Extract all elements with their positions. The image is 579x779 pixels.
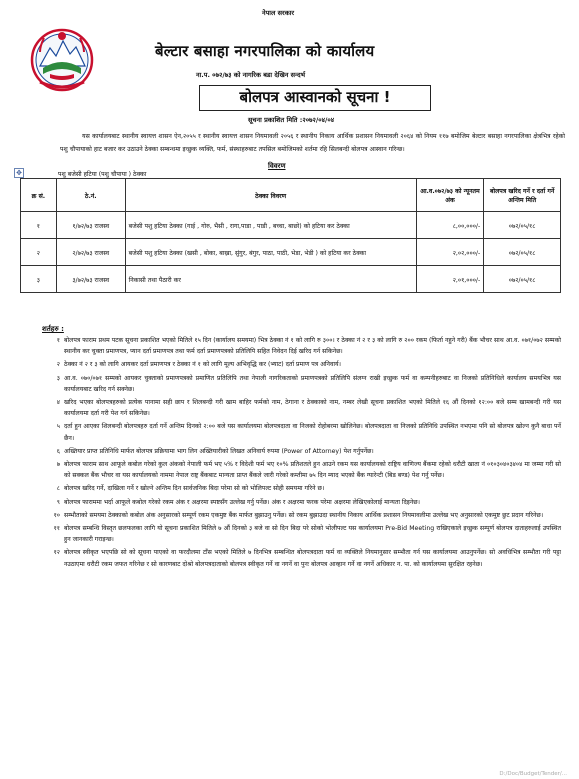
table-move-handle-icon[interactable]: ✥: [14, 168, 24, 178]
office-title: बेल्टार बसाहा नगरपालिका को कार्यालय: [155, 42, 375, 60]
condition-text: बोलपत्र स्वीकृत भएपछि सो को सूचना पाएको वा फरदौलमा टाँस भएको मितिले ७ दिनभित्र सम्बन्धित बोलपत्रदाता फर्म वा व्यक्तिले नियमानुसार सम्भौता गर्न यस कार्यालयमा आउनुपर्नेछ। सो अवधिभित्र सम्भौता गरी पट्टा नउठाएमा धरौटी रकम जफत गरिनेछ र सो कारणबाट दोश्रो बोलपत्रदाताको बोलपत्र स्वीकृत गर्ने वा नगर्ने वा पुनः बोलपत्र आव्हान गर्ने वा नगर्ने अधिकार न. पा. को कार्यालयमा सुरक्षित रहनेछ।: [64, 549, 561, 568]
condition-text: बोलपत्र सम्बन्धि विस्तृत छलफलका लागि यो सूचना प्रकाशित मितिले ७ औं दिनको ३ बजे वा सो दिन बिदा परे सोको भोलीपल्ट यस कार्यालयमा Pre-Bid Meeting राखिएकाले इच्छुक सम्पूर्ण बोलपत्र दाताहरुलाई उपस्थित हुन जानकारी गराइन्छ।: [64, 525, 561, 544]
header-description: ठेक्का विवरण: [125, 179, 416, 212]
condition-number: ७: [56, 461, 60, 469]
nepal-emblem-icon: [30, 26, 94, 92]
footer-file-path: D:/Doc/Budget/Tender/...: [499, 771, 567, 777]
publication-date: सूचना प्रकाशित मिति :२०७२/०४/०४: [248, 116, 335, 124]
condition-number: ६: [56, 447, 60, 455]
condition-text: आ.व. ०७०/०७१ सम्मको आयकर चुक्ताको प्रमाणपत्रको प्रमाणित प्रतिलिपि तथा नेपाली नागरिकताको प्रमाणपत्रको प्रतिलिपि संलग्न राखी इच्छुक फर्म वा कम्पनीहरुबाट वा निजको प्रतिनिधिले कार्यालय समयभित्र यस कार्यालयबाट खरिद गर्न सक्नेछ।: [64, 374, 561, 393]
cell-date: ०७२/०५/१८: [484, 266, 561, 293]
condition-item: [46, 497, 561, 508]
condition-text: ठेक्का नं २ र ३ को लागि आयकर दर्ता प्रमाणपत्र र ठेक्का नं १ को लागि मूल्य अभिवृद्धि कर (भ्याट) दर्ता प्रमाण पत्र अनिवार्य।: [64, 361, 341, 369]
cell-contract-no: १/७२/७३ राजस्व: [56, 212, 125, 239]
government-label: नेपाल सरकार: [262, 9, 295, 17]
cell-description: निकासी तथा पैठारी कर: [125, 266, 416, 293]
table-row: [21, 212, 561, 239]
cell-sn: २: [21, 239, 57, 266]
condition-text: बोलपत्र फाराममा भर्दा आफूले कबोल गरेको रकम अंक र अक्षरमा स्पष्टसँग उल्लेख गर्नु पर्नेछ। अंक र अक्षरमा फरक परेमा अक्षरमा लेखिएकोलाई मान्यता दिइनेछ।: [64, 498, 420, 506]
notice-title: बोलपत्र आस्वानको सूचना !: [199, 85, 431, 111]
cell-cost: २,०१,०००/-: [416, 266, 484, 293]
table-row: [21, 239, 561, 266]
conditions-heading: शर्तहरु :: [42, 325, 64, 333]
condition-item: [46, 373, 561, 395]
cell-sn: १: [21, 212, 57, 239]
intro-paragraph: यस कार्यालयबाट स्थानीय स्वायत्त शासन ऐन,२०५५ र स्थानीय स्वायत्त शासन नियमावली २०५६ र स्थानीय निकाय आर्थिक प्रशासन नियमावली २०६४ को नियम ११७ बमोजिम बेल्टार बसाहा नगरपालिका क्षेत्रभित्र रहेको पशु चौपायाको हाट बजार कर उठाउने ठेक्का सम्बन्धमा इच्छुक व्यक्ति, फर्म, संस्थाहरुबाट तपसिल बमोजिमको शर्तमा रहि सिलबन्दी बोलपत्र आस्वान गरिन्छ।: [60, 133, 565, 154]
header-sn: क्र सं.: [21, 179, 57, 212]
condition-text: सम्भौताको समयमा ठेक्काको कबोल अंक अनुसारको सम्पूर्ण रकम एकमुष्ट बैंक मार्फत बुझाउनु पर्नेछ। सो रकम बुझाउदा स्थानीय निकाय आर्थिक प्रशासन नियमावलीमा उल्लेख भए अनुसारको एकमुष्ट छुट प्रदान गरिनेछ।: [64, 511, 544, 519]
header-cost: आ.व.०७२/७३ को न्यूनतम अंक: [416, 179, 484, 212]
cell-contract-no: २/७२/७३ राजस्व: [56, 239, 125, 266]
condition-number: ४: [56, 399, 60, 407]
office-subtitle: ना.प. ०७२/७३ को नागरिक बडा देखिन सन्दर्भ: [196, 71, 306, 79]
condition-number: ३: [56, 374, 60, 382]
condition-number: ११: [53, 525, 60, 533]
condition-item: [46, 359, 561, 370]
table-header-row: [21, 179, 561, 212]
condition-text: खरिद भएका बोलपत्रहरुको प्रत्येक पानामा सही छाप र शिलबन्दी गरी खाम बाहिर फर्मको नाम, ठेगाना र ठेक्काको नाम, नम्बर लेखी सूचना प्रकाशित भएको मितिले १६ औं दिनको १२:०० बजे सम्म खामबन्दी गरी यस कार्यालयमा दर्ता गरी पेश गर्न सकिनेछ।: [64, 399, 561, 418]
conditions-list: [46, 335, 561, 572]
cell-date: ०७२/०५/१८: [484, 212, 561, 239]
condition-item: [46, 547, 561, 569]
condition-text: बोलपत्र फाराम प्रथम पटक सूचना प्रकाशित भएको मितिले १५ दिन (कार्यालय समयमा) भित्र ठेक्का नं १ को लागि रु ३००। र ठेक्का नं २ र ३ को लागि रु २०० रकम (फिर्ता नहुने गरी) बैंक भौचर साथ आ.व. ०७१/०७२ सम्मको स्थानीय कर चुक्ता प्रमाणपत्र, प्यान दर्ता प्रमाणपत्र तथा फर्म दर्ता प्रमाणपत्रको प्रतिलिपि सहित निवेदन दिई खरिद गर्न सकिनेछ।: [64, 337, 561, 356]
condition-number: ८: [56, 485, 60, 493]
condition-text: दर्ता हुन आएका शिलबन्दी बोलपत्रहरु दर्ता गर्ने अन्तिम दिनको २:०० बजे यस कार्यालयमा बोलपत्रदाता वा निजको रोहोबरमा खोलिनेछ। बोलपत्रदाता वा निजको प्रतिनिधि उपस्थित नभएमा पनि सो बोलपत्र खोल्न कुनै बाधा पर्ने छैन।: [64, 423, 561, 442]
header-contract-no: ठे.नं.: [56, 179, 125, 212]
condition-item: [46, 446, 561, 457]
condition-item: [46, 421, 561, 443]
condition-item: [46, 335, 561, 357]
condition-number: १२: [53, 549, 60, 557]
condition-item: [46, 397, 561, 419]
condition-number: ५: [56, 423, 60, 431]
contract-group-label: पशु बजेसी हटिया (पशु चौपाया ) ठेक्का: [58, 171, 147, 178]
condition-text: बोलपत्र फाराम साथ आफूले कबोल गरेको कुल अंकको नेपाली फर्म भए ५% र विदेशी फर्म भए १०% प्रतिशतले हुन आउने रकम यस कार्यालयको राष्ट्रिय वाणिज्य बैंकमा रहेको धरौटी खाता नं ०१०३०४०३४०४ मा जम्मा गरी सो को सक्कल बैंक भौचर वा यस कार्यालयको नाममा नेपाल राष्ट्र बैंकबाट मान्यता प्राप्त बैंकले जारी गरेको कम्तीमा ७५ दिन म्याद भएको बैंक ग्यारेन्टी (बिड बण्ड) पेश गर्नु पर्नेछ।: [64, 461, 561, 480]
cell-cost: २,०२,०००/-: [416, 239, 484, 266]
cell-date: ०७२/०५/१८: [484, 239, 561, 266]
condition-item: [46, 459, 561, 481]
cell-sn: ३: [21, 266, 57, 293]
condition-number: १०: [53, 511, 60, 519]
condition-number: १: [56, 337, 60, 344]
table-row: [21, 266, 561, 293]
condition-item: [46, 510, 561, 521]
condition-number: ९: [56, 498, 60, 506]
contracts-table: [20, 178, 561, 293]
details-heading: विवरण: [268, 162, 286, 170]
condition-text: बोलपत्र खरिद गर्ने, दाखिला गर्ने र खोल्ने अन्तिम दिन सार्वजनिक बिदा परेमा सो को भोलिपल्ट सोही समयमा गरिने छ।: [64, 485, 325, 493]
cell-description: बजेसी पशु हटिया ठेक्का (गाई , गोरु, भैसी , रागा,पाडा , पाडी , बच्चा, बाछो) को हटिया कर ठेक्का: [125, 212, 416, 239]
cell-description: बजेसी पशु हटिया ठेक्का (खसी , बोका, बाख्रा, सुंगुर, बंगुर, पाठा, पाठी, भेडा, भेडी ) को हटिया कर ठेक्का: [125, 239, 416, 266]
condition-item: [46, 523, 561, 545]
cell-contract-no: ३/७२/७३ राजस्व: [56, 266, 125, 293]
condition-text: अख्तियार प्राप्त प्रतिनिधि मार्फत बोलपत्र प्रक्रियामा भाग लिन अख्तियारीको लिखत अनिवार्य रुपमा (Power of Attorney) पेश गर्नुपर्नेछ।: [64, 447, 374, 455]
condition-number: २: [56, 361, 60, 369]
header-date: बोलपत्र खरिद गर्ने र दर्ता गर्ने अन्तिम मिति: [484, 179, 561, 212]
condition-item: [46, 483, 561, 494]
cell-cost: ८,००,०००/-: [416, 212, 484, 239]
